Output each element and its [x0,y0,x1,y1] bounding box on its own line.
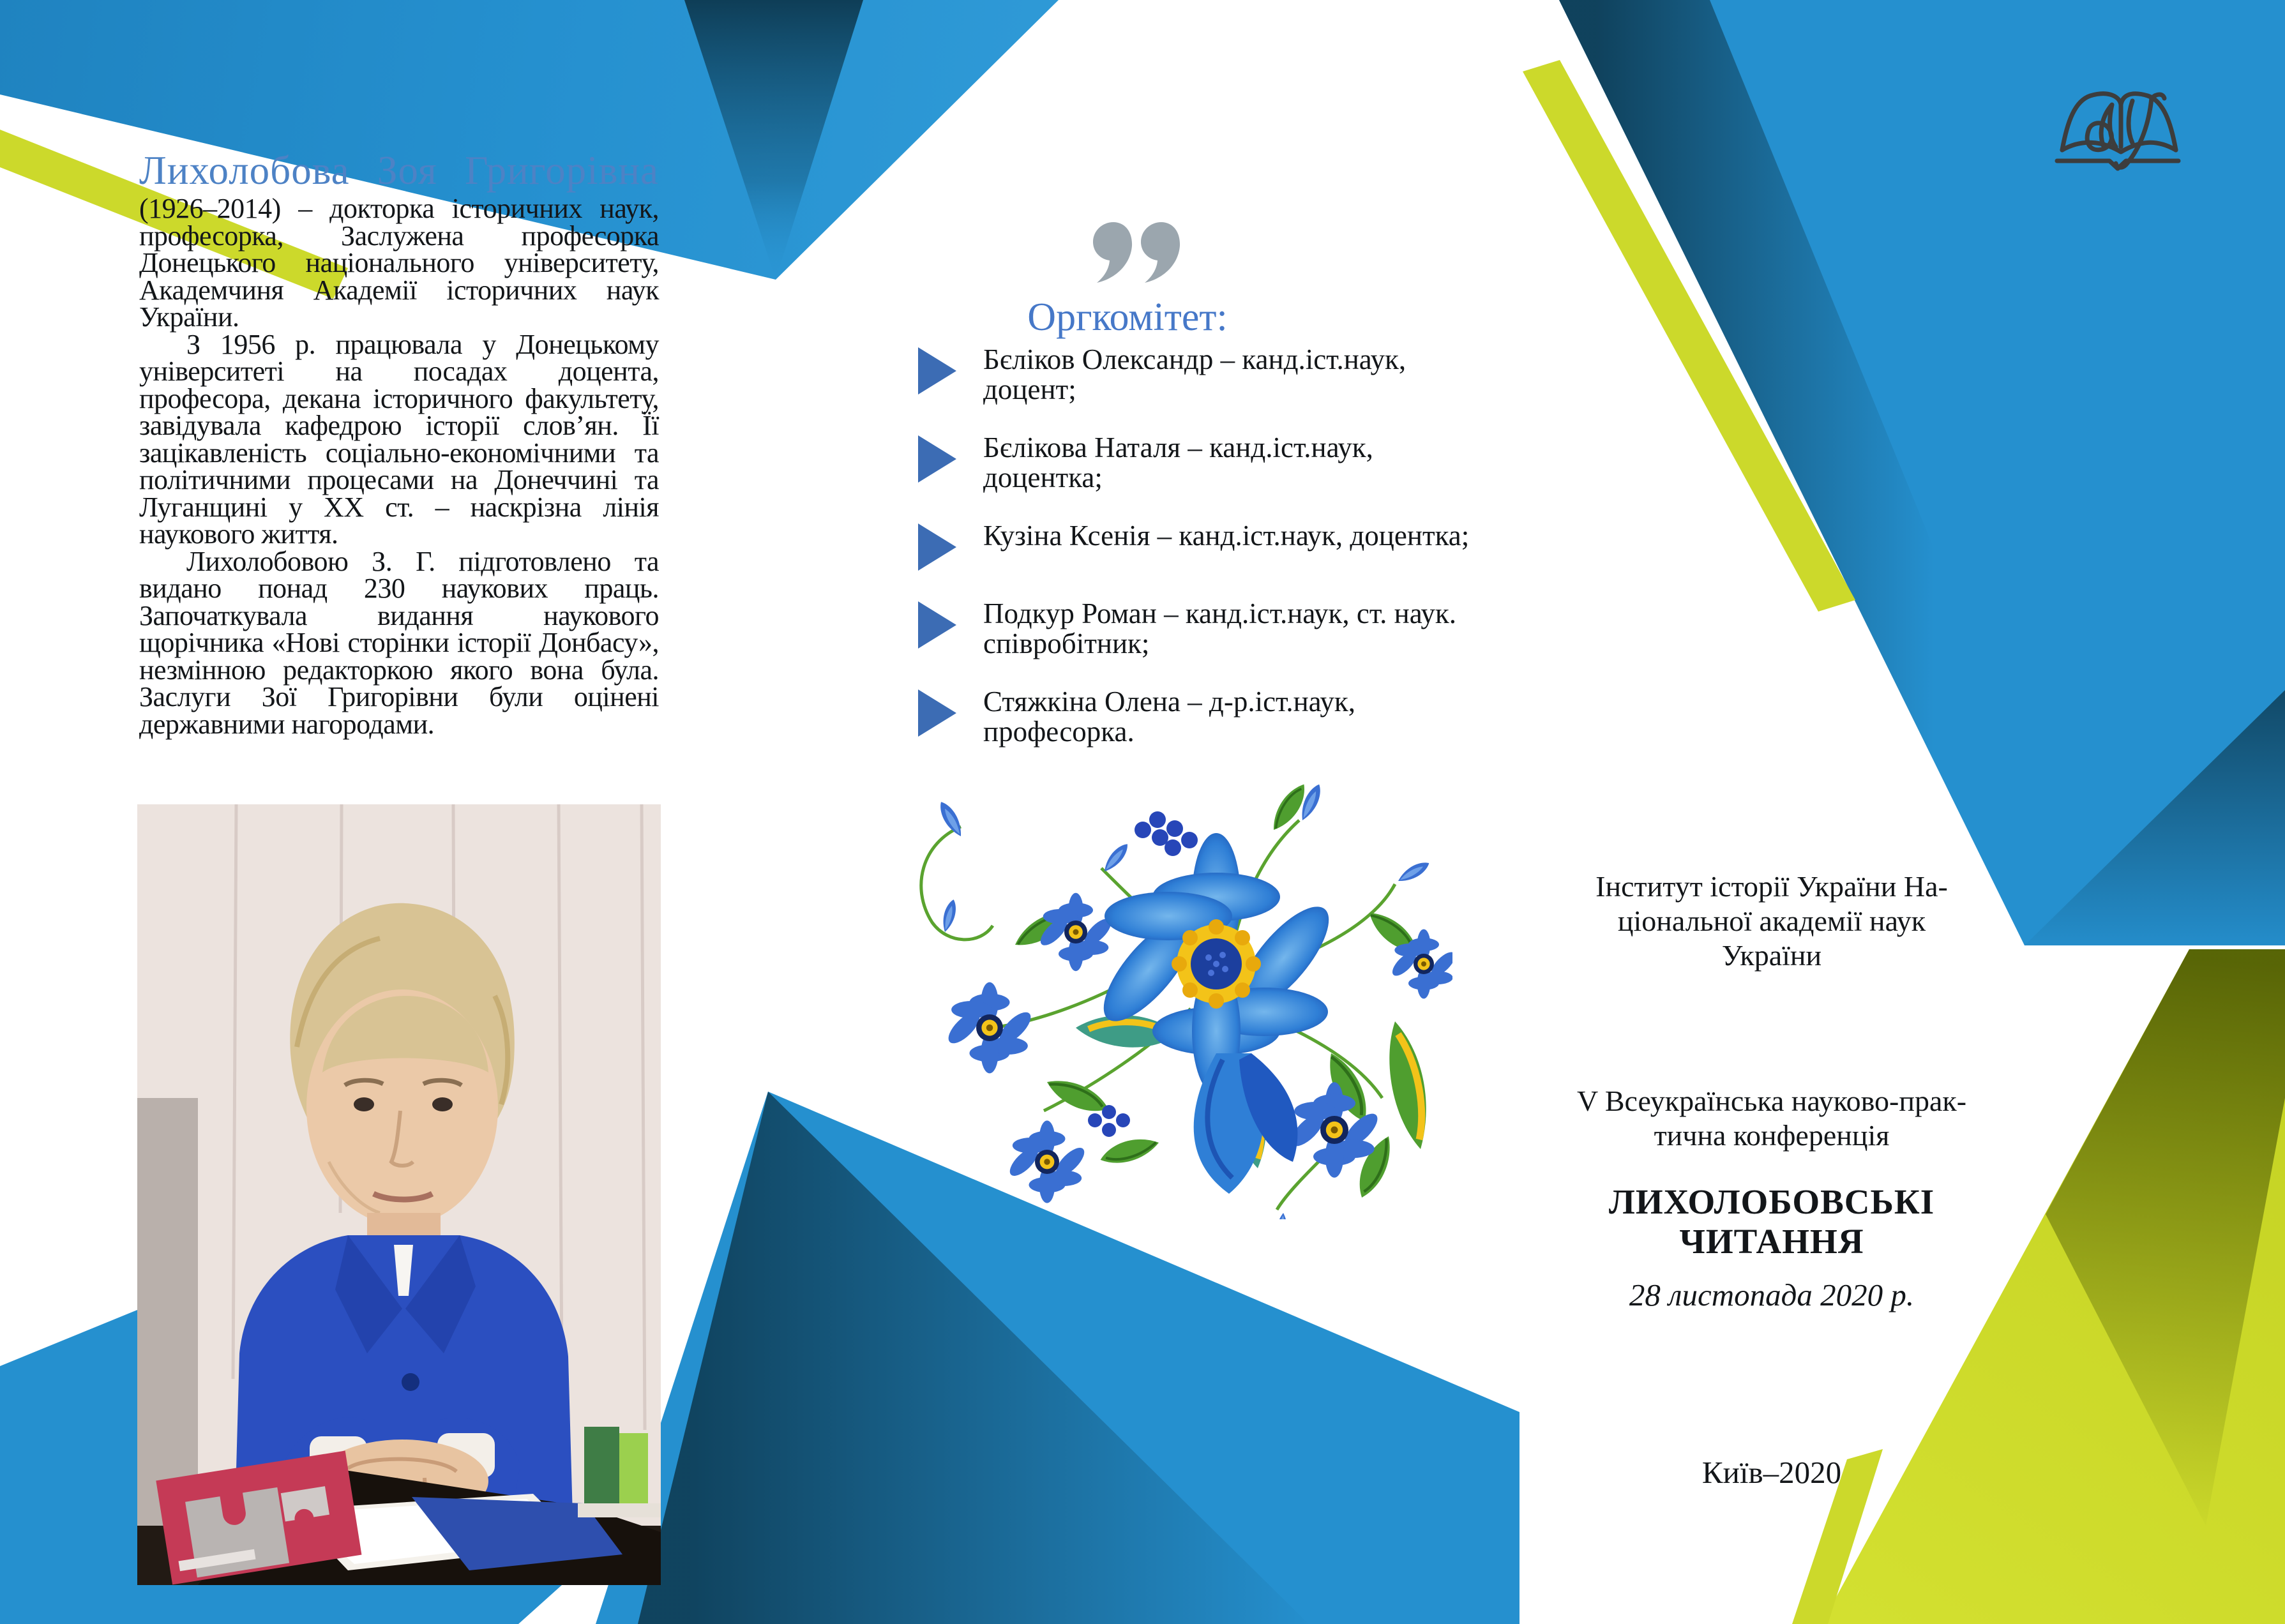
conference-title-line: ЛИХОЛОБОВСЬКІ [1608,1182,1935,1221]
triangle-bullet-icon [918,347,956,395]
person-name-heading: Лихолобова Зоя Григорівна [139,148,659,193]
place-year: Київ–2020 [1701,1455,1842,1490]
list-item [918,345,1505,405]
triangle-bullet-icon [918,523,956,571]
conference-title [1548,1182,1995,1261]
bio-paragraph: (1926–2014) – докторка історичних наук, професорка, Заслужена професорка Донецького національного університету, Академчиня Академії історичних наук України. [139,193,659,333]
quote-icon [1092,222,1182,286]
list-item [918,433,1505,493]
left-panel [139,146,659,738]
list-item [918,599,1505,659]
conference-date: 28 листопада 2020 р. [1629,1277,1915,1312]
institute-line: України [1721,939,1822,972]
conference-line: тична конференція [1654,1119,1890,1152]
triangle-bullet-icon [918,435,956,483]
institute-logo-icon [2051,83,2185,185]
institute-line: Інститут історії України На- [1595,870,1948,903]
member-text: Стяжкіна Олена – д-р.іст.наук, професорка. [983,686,1355,748]
bio-paragraph: Лихолобовою З. Г. підготовлено та видано понад 230 наукових праць. Започаткувала видання наукового щорічника «Нові сторінки історії Донбасу», незмінною редакторкою якого вона була. Заслуги Зої Григорівни були оцінені державними нагородами. [139,545,659,740]
bio-paragraph: З 1956 р. працювала у Донецькому університеті на посадах доцента, професора, декана історичного факультету, завідувала кафедрою історії слов’ян. Її зацікавленість соціально-економічними та політичними процесами на Донеччині та Луганщині у ХХ ст. – наскрізна лінія наукового життя. [139,328,659,550]
institute-line: ціональної академії наук [1617,905,1926,937]
conference-line: V Всеукраїнська науково-прак- [1576,1085,1967,1117]
member-text: Кузіна Ксенія – канд.іст.наук, доцентка; [983,520,1470,552]
portrait-illustration [137,804,661,1585]
member-text: Бєліков Олександр – канд.іст.наук, доцент; [983,343,1406,405]
triangle-bullet-icon [918,601,956,649]
list-item [918,521,1505,571]
petrykivka-flower-image [884,753,1452,1219]
orgcommittee-heading: Оргкомітет: [1027,296,1228,339]
portrait-photo [137,804,661,1585]
conference-type [1548,1084,1995,1153]
member-text: Бєлікова Наталя – канд.іст.наук, доцентка; [983,432,1373,493]
list-item [918,687,1505,747]
orgcommittee-list [918,345,1505,775]
institute-name [1548,869,1995,973]
triangle-bullet-icon [918,689,956,737]
member-text: Подкур Роман – канд.іст.наук, ст. наук. співробітник; [983,598,1457,659]
conference-title-line: ЧИТАННЯ [1679,1222,1864,1261]
